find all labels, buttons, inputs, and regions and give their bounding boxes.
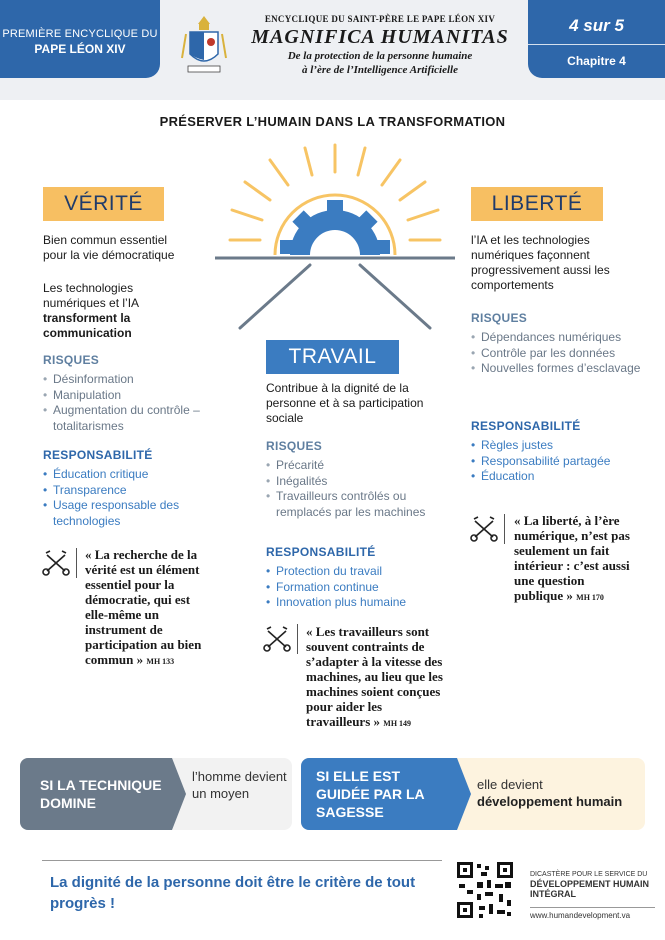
- quote-bar: [297, 624, 298, 654]
- banner-right-strong: SI ELLE EST GUIDÉE PAR LA SAGESSE: [316, 768, 425, 820]
- footer-tagline: La dignité de la personne doit être le critère de tout progrès !: [50, 874, 416, 912]
- footer-divider: [42, 860, 442, 861]
- sun-gear-illustration: [210, 140, 460, 335]
- banner-left-text: l’homme devient un moyen: [192, 769, 287, 801]
- list-item: • Innovation plus humaine: [266, 595, 446, 611]
- banner-sagesse: [301, 758, 645, 830]
- list-item: • Éducation critique: [43, 467, 203, 483]
- liberte-risques-title: RISQUES: [471, 311, 528, 325]
- keys-icon: [263, 626, 291, 652]
- verite-quote-text: « La recherche de la vérité est un élément essentiel pour la démocratie, qui est elle-même un instrument de participation au bien commun »: [85, 547, 202, 667]
- liberte-label: LIBERTÉ: [471, 187, 603, 221]
- chapter-label: Chapitre 4: [567, 54, 626, 68]
- tab-line2: PAPE LÉON XIV: [34, 42, 126, 56]
- travail-quote-text: « Les travailleurs sont souvent contraints de s’adapter à la vitesse des machines, au lieu que les machines soient conçues pour aider les travailleurs »: [306, 624, 443, 729]
- page-tab: [528, 0, 665, 78]
- list-item: • Dépendances numériques: [471, 330, 641, 346]
- verite-desc-bold: transforment la communication: [43, 311, 132, 340]
- travail-risques-title: RISQUES: [266, 439, 323, 453]
- list-item: • Responsabilité partagée: [471, 454, 641, 470]
- liberte-resp-title: RESPONSABILITÉ: [471, 419, 581, 433]
- travail-resp-list: [266, 564, 446, 611]
- list-item: • Précarité: [266, 458, 446, 474]
- encyclical-subtitle-line2: à l’ère de l’Intelligence Artificielle: [302, 64, 458, 76]
- verite-label: VÉRITÉ: [43, 187, 164, 221]
- banner-right-arrow: [457, 758, 471, 830]
- list-item: • Éducation: [471, 469, 641, 485]
- verite-description: Bien commun essentiel pour la vie démocratique: [43, 233, 175, 262]
- page-indicator: 4 sur 5: [569, 16, 624, 35]
- banner-right-text: [477, 776, 642, 810]
- liberte-description: l’IA et les technologies numériques façonnent progressivement aussi les comportements: [471, 233, 610, 292]
- verite-description-2: [43, 281, 193, 341]
- travail-quote-ref: MH 149: [383, 719, 412, 728]
- papal-coat-of-arms-icon: [180, 14, 228, 80]
- encyclical-subtitle-line1: De la protection de la personne humaine: [287, 50, 473, 62]
- verite-resp-list: [43, 467, 203, 529]
- dicastery-name: DÉVELOPPEMENT HUMAIN INTÉGRAL: [530, 879, 650, 899]
- main-title: PRÉSERVER L’HUMAIN DANS LA TRANSFORMATION: [159, 114, 506, 129]
- keys-icon: [42, 550, 70, 576]
- list-item: • Augmentation du contrôle – totalitarismes: [43, 403, 203, 434]
- keys-icon: [470, 516, 498, 542]
- encyclical-tab: [0, 0, 160, 78]
- encyclical-subtitle: ENCYCLIQUE DU SAINT-PÈRE LE PAPE LÉON XIV: [264, 14, 496, 24]
- list-item: • Règles justes: [471, 438, 641, 454]
- dicastery-url: www.humandevelopment.va: [530, 907, 655, 920]
- banner-right-text2: développement humain: [477, 794, 623, 809]
- quote-bar: [504, 514, 505, 544]
- tab-divider: [528, 44, 665, 45]
- list-item: • Formation continue: [266, 580, 446, 596]
- liberte-resp-list: [471, 438, 641, 485]
- liberte-quote-ref: MH 170: [576, 593, 604, 602]
- travail-quote: [306, 624, 449, 731]
- travail-label: TRAVAIL: [266, 340, 399, 374]
- list-item: • Désinformation: [43, 372, 203, 388]
- road-icon: [240, 265, 430, 328]
- travail-description: Contribue à la dignité de la personne et à sa participation sociale: [266, 381, 424, 425]
- qr-code-icon: [455, 860, 515, 920]
- banner-left-dark: [20, 758, 172, 830]
- verite-resp-title: RESPONSABILITÉ: [43, 448, 153, 462]
- list-item: • Travailleurs contrôlés ou remplacés par les machines: [266, 489, 446, 520]
- verite-quote-ref: MH 133: [146, 657, 175, 666]
- list-item: • Nouvelles formes d’esclavage: [471, 361, 641, 377]
- banner-technique-domine: [20, 758, 292, 830]
- verite-quote: [85, 547, 215, 669]
- verite-risques-list: [43, 372, 203, 434]
- banner-left-arrow: [172, 758, 186, 830]
- dicastery-logo: [530, 870, 655, 920]
- verite-risques-title: RISQUES: [43, 353, 100, 367]
- list-item: • Contrôle par les données: [471, 346, 641, 362]
- list-item: • Inégalités: [266, 474, 446, 490]
- travail-risques-list: [266, 458, 446, 520]
- quote-bar: [76, 548, 77, 578]
- verite-desc-plain: Les technologies numériques et l’IA: [43, 281, 140, 310]
- list-item: • Manipulation: [43, 388, 203, 404]
- banner-right-text1: elle devient: [477, 777, 543, 792]
- dicastery-small: DICASTÈRE POUR LE SERVICE DU: [530, 871, 648, 878]
- liberte-quote: [514, 513, 634, 605]
- banner-right-dark: [301, 758, 457, 830]
- liberte-risques-list: [471, 330, 641, 377]
- banner-left-strong: SI LA TECHNIQUE DOMINE: [40, 777, 162, 811]
- tab-line1: PREMIÈRE ENCYCLIQUE DU: [2, 28, 158, 40]
- list-item: • Protection du travail: [266, 564, 446, 580]
- liberte-quote-text: « La liberté, à l’ère numérique, n’est pas seulement un fait intérieur : c’est aussi une question publique »: [514, 513, 630, 603]
- header-title-block: [240, 14, 520, 77]
- travail-resp-title: RESPONSABILITÉ: [266, 545, 376, 559]
- list-item: • Transparence: [43, 483, 203, 499]
- encyclical-title: MAGNIFICA HUMANITAS: [251, 26, 509, 48]
- list-item: • Usage responsable des technologies: [43, 498, 203, 529]
